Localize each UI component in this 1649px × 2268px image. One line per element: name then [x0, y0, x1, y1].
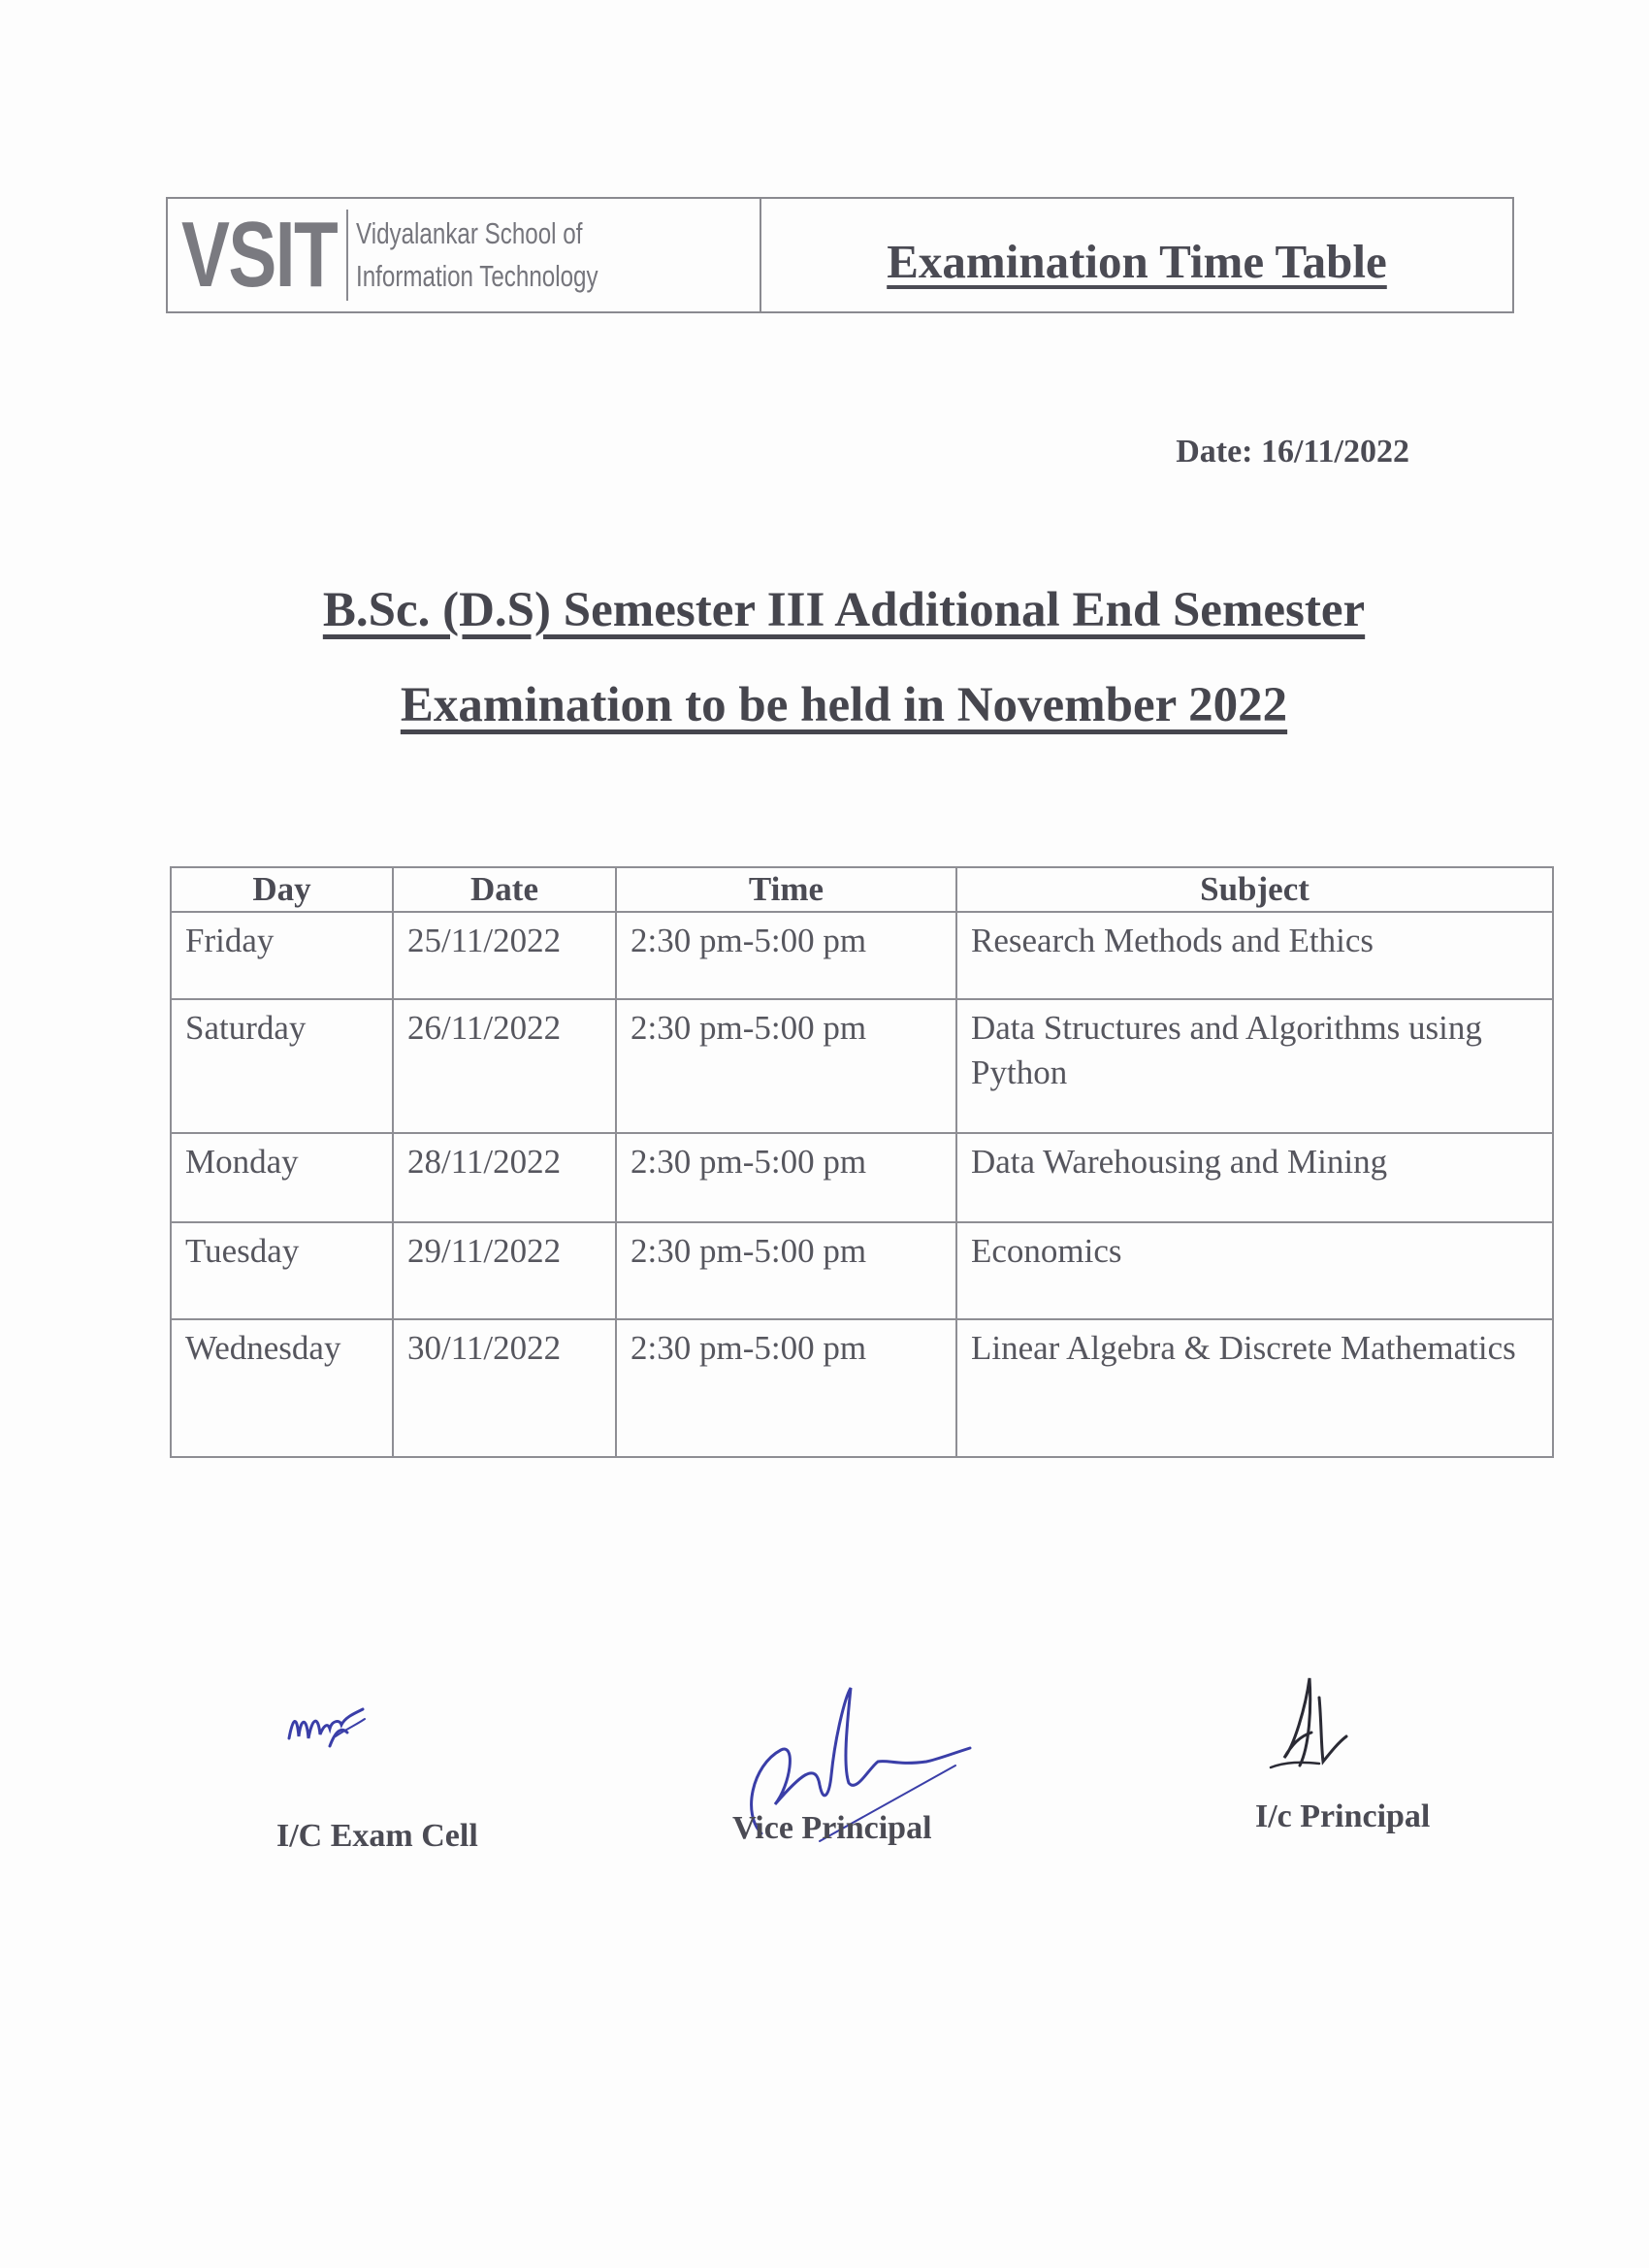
cell-date: 25/11/2022: [393, 912, 616, 999]
cell-date: 28/11/2022: [393, 1133, 616, 1222]
institute-logo-block: [168, 199, 761, 311]
cell-time: 2:30 pm-5:00 pm: [616, 1222, 956, 1319]
exam-cell-signature: [272, 1669, 407, 1775]
cell-time: 2:30 pm-5:00 pm: [616, 999, 956, 1133]
principal-label: I/c Principal: [1255, 1798, 1431, 1834]
cell-time: 2:30 pm-5:00 pm: [616, 1319, 956, 1457]
cell-subject: Data Structures and Algorithms using Python: [956, 999, 1553, 1133]
title-block: [761, 199, 1512, 311]
table-row: [171, 999, 1553, 1133]
institute-name-line1: Vidyalankar School of: [356, 216, 583, 250]
table-header-row: [171, 867, 1553, 912]
letterhead: [166, 197, 1514, 313]
column-header-subject: Subject: [956, 867, 1553, 912]
column-header-time: Time: [616, 867, 956, 912]
cell-subject: Economics: [956, 1222, 1553, 1319]
cell-day: Monday: [171, 1133, 393, 1222]
cell-subject: Data Warehousing and Mining: [956, 1133, 1553, 1222]
cell-subject: Research Methods and Ethics: [956, 912, 1553, 999]
cell-day: Saturday: [171, 999, 393, 1133]
vice-principal-signature-block: [723, 1669, 1072, 1853]
logo-divider: [346, 210, 348, 301]
table-row: [171, 1222, 1553, 1319]
cell-time: 2:30 pm-5:00 pm: [616, 912, 956, 999]
document-title: Examination Time Table: [887, 234, 1387, 288]
cell-day: Wednesday: [171, 1319, 393, 1457]
cell-subject: Linear Algebra & Discrete Mathematics: [956, 1319, 1553, 1457]
exam-heading: [165, 563, 1523, 753]
institute-name-line2: Information Technology: [356, 259, 598, 293]
column-header-date: Date: [393, 867, 616, 912]
exam-cell-signature-block: [272, 1669, 621, 1853]
cell-day: Tuesday: [171, 1222, 393, 1319]
cell-date: 26/11/2022: [393, 999, 616, 1133]
institute-name: [356, 212, 598, 298]
column-header-day: Day: [171, 867, 393, 912]
cell-date: 30/11/2022: [393, 1319, 616, 1457]
document-date: Date: 16/11/2022: [1176, 434, 1409, 470]
table-row: [171, 912, 1553, 999]
exam-heading-line2: Examination to be held in November 2022: [400, 678, 1288, 732]
vsit-logo: VSIT: [181, 203, 338, 307]
timetable: [170, 866, 1554, 1458]
exam-cell-label: I/C Exam Cell: [276, 1818, 478, 1854]
table-row: [171, 1133, 1553, 1222]
exam-heading-line1: B.Sc. (D.S) Semester III Additional End Semester: [322, 583, 1366, 637]
cell-date: 29/11/2022: [393, 1222, 616, 1319]
cell-time: 2:30 pm-5:00 pm: [616, 1133, 956, 1222]
principal-signature-block: [1242, 1669, 1591, 1853]
cell-day: Friday: [171, 912, 393, 999]
vice-principal-label: Vice Principal: [732, 1810, 932, 1846]
principal-signature: [1242, 1669, 1377, 1795]
table-row: [171, 1319, 1553, 1457]
